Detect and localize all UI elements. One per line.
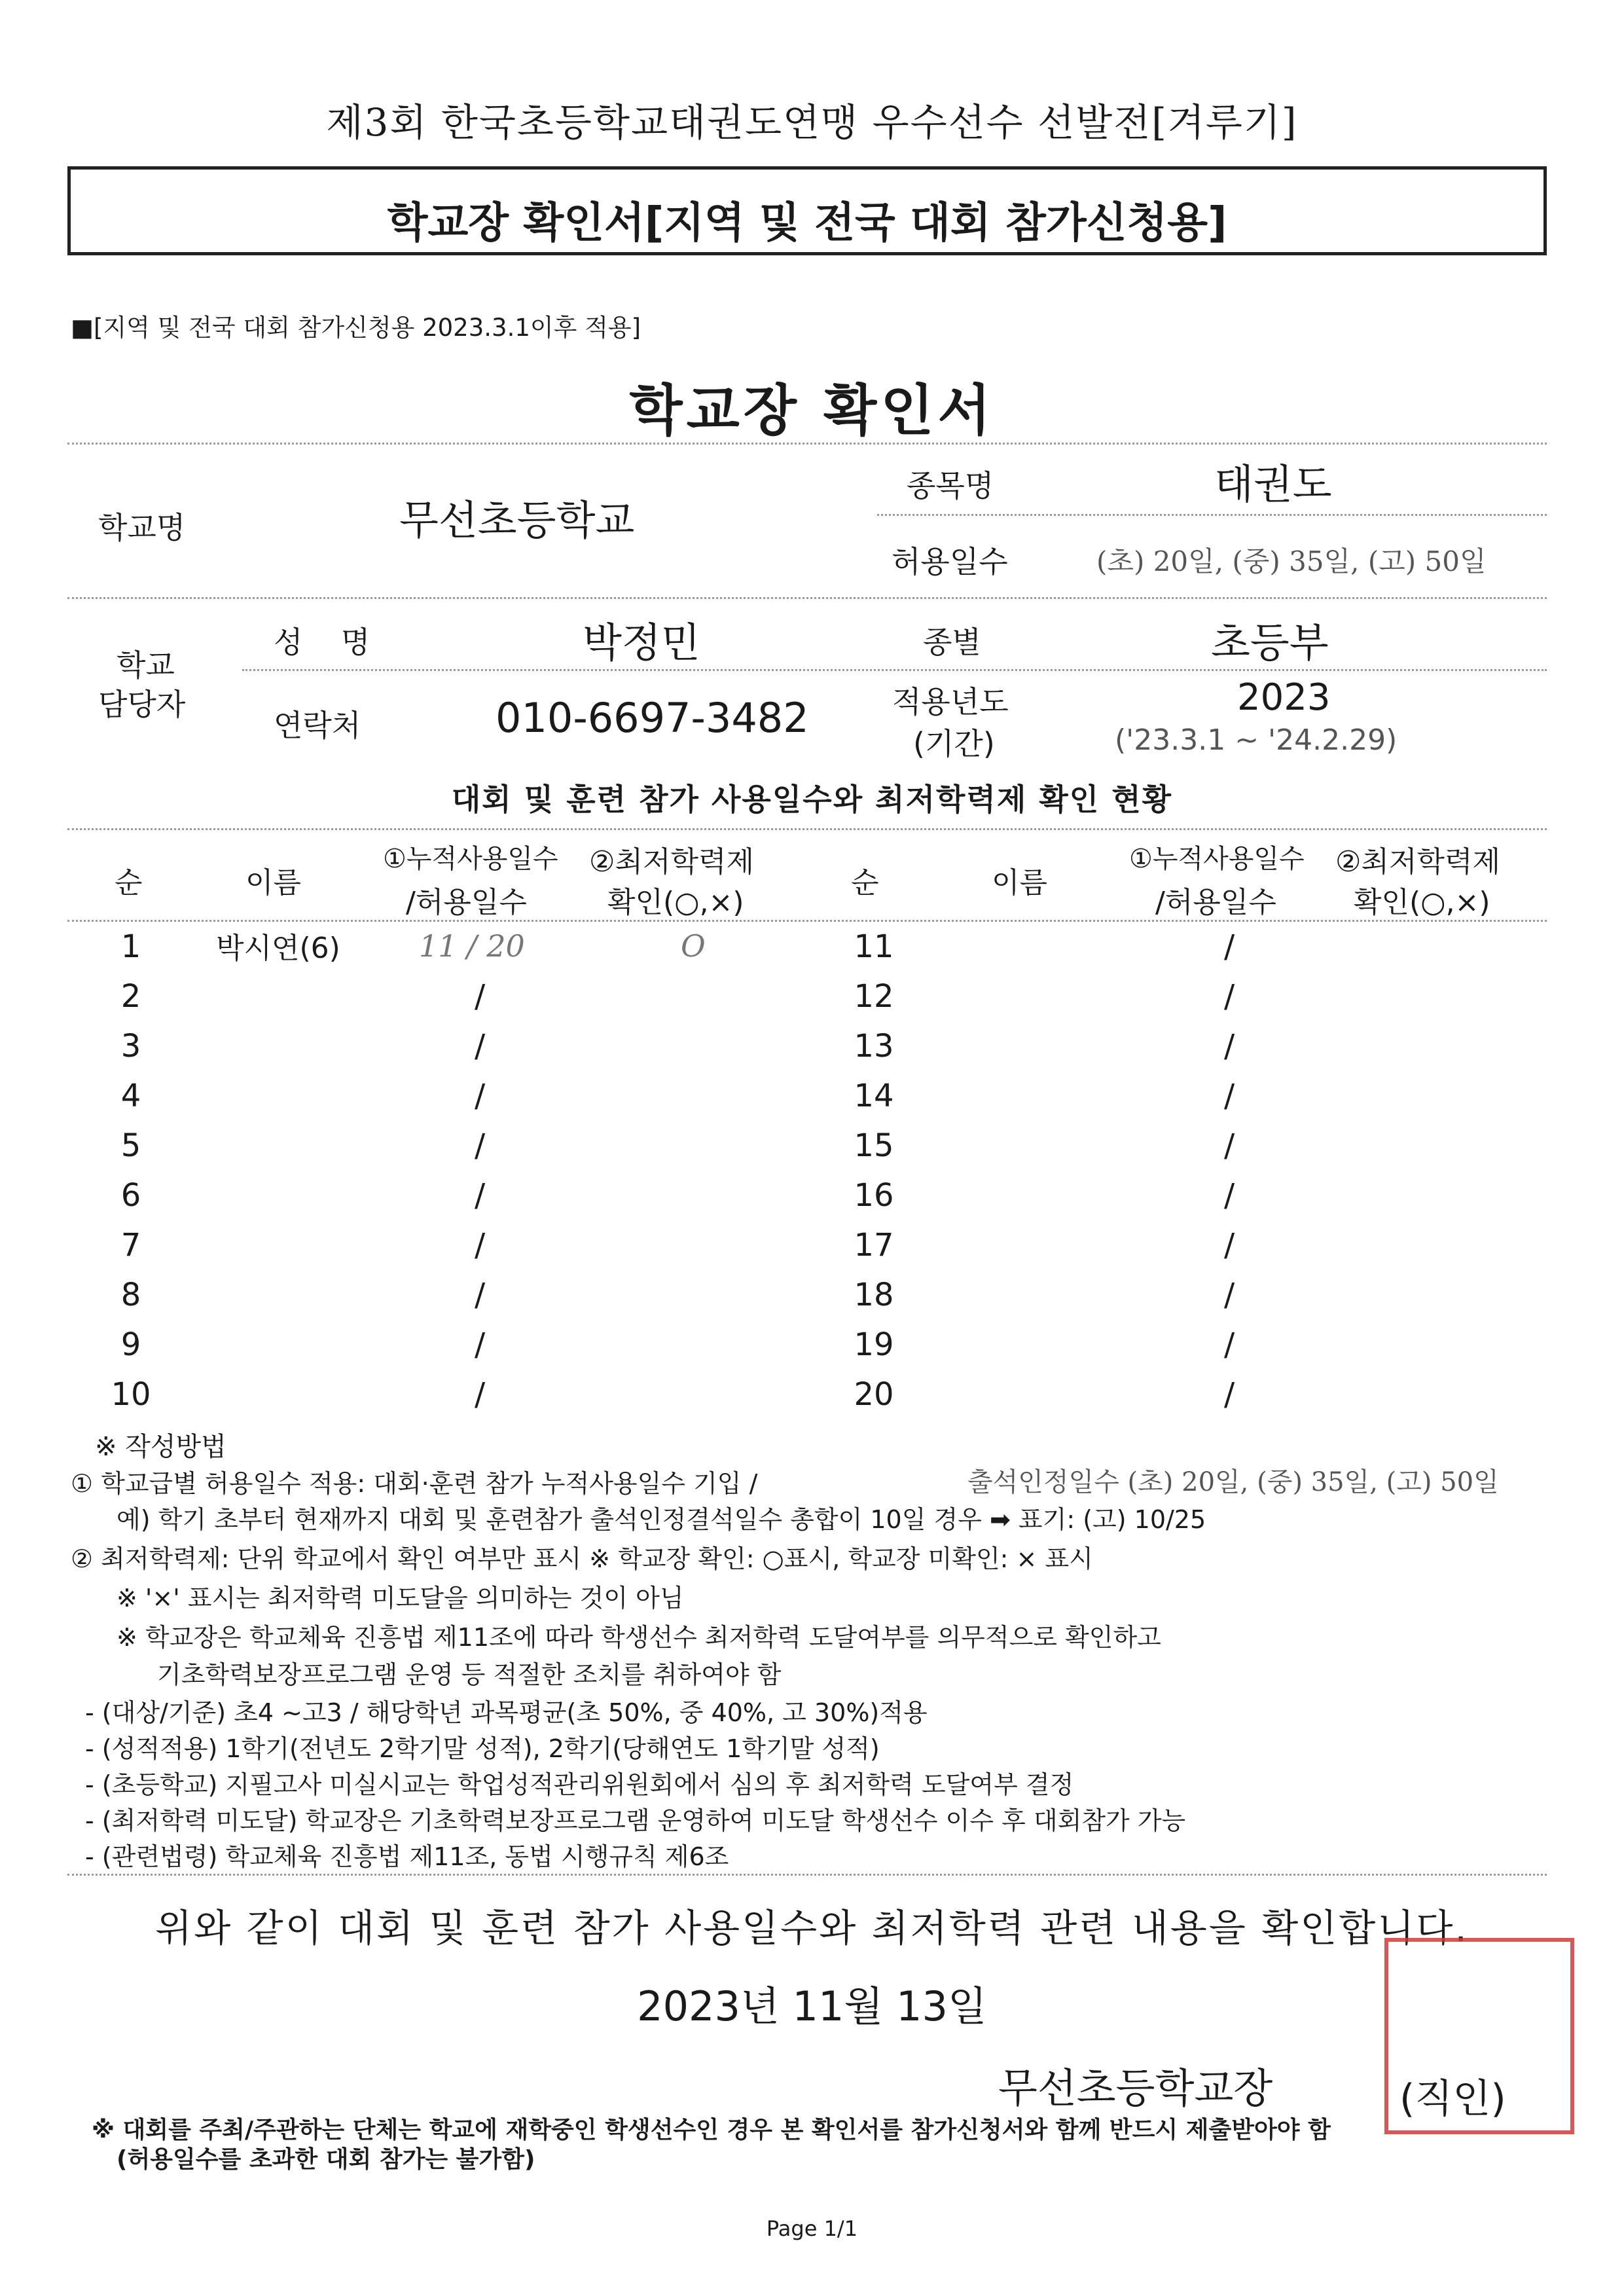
footer-note-2: (허용일수를 초과한 대회 참가는 불가함) [117,2146,535,2173]
row-no: 9 [120,1326,141,1363]
apply-note: ■[지역 및 전국 대회 참가신청용 2023.3.1이후 적용] [71,314,641,342]
row-slash: / [475,1326,486,1363]
row-slash: / [475,1177,486,1214]
page-number: Page 1/1 [766,2216,858,2241]
row-no: 5 [120,1127,141,1164]
row-slash: / [1224,1028,1235,1065]
row-no: 10 [111,1376,151,1413]
row-slash: / [475,1277,486,1313]
col-days-right-2: /허용일수 [1155,886,1276,919]
sport-value: 태권도 [1214,460,1332,508]
notes-heading: ※ 작성방법 [95,1432,226,1462]
col-check-right-2: 확인(○,×) [1354,886,1490,919]
row-no: 4 [120,1078,141,1114]
note-1c: 예) 학기 초부터 현재까지 대회 및 훈련참가 출석인정결석일수 총합이 10일 경우 ➡ 표기: (고) 10/25 [117,1505,1206,1534]
row-no: 11 [854,928,894,965]
row-slash: / [1224,1078,1235,1114]
divider [877,514,1547,516]
note-3: ※ '×' 표시는 최저학력 미도달을 의미하는 것이 아님 [117,1584,684,1613]
col-no-right: 순 [851,866,879,900]
year-label-1: 적용년도 [892,684,1009,720]
school-label: 학교명 [98,510,186,545]
divider [67,443,1547,445]
row-slash: / [1224,1127,1235,1164]
note-detail-5: - (관련법령) 학교체육 진흥법 제11조, 동법 시행규칙 제6조 [85,1842,729,1871]
form-title: 학교장 확인서 [629,378,995,443]
seal-label: (직인) [1399,2076,1506,2122]
row-slash: / [1224,928,1235,965]
confirm-text: 위와 같이 대회 및 훈련 참가 사용일수와 최저학력 관련 내용을 확인합니다. [155,1906,1469,1950]
principal-name: 무선초등학교장 [998,2064,1273,2112]
note-4a: ※ 학교장은 학교체육 진흥법 제11조에 따라 학생선수 최저학력 도달여부를 의무적으로 확인하고 [117,1623,1161,1652]
row-slash: / [475,1227,486,1264]
row-name: 박시연(6) [216,932,340,965]
row-slash: / [1224,1177,1235,1214]
year-label-2: (기간) [913,726,995,761]
note-1b: 출석인정일수 (초) 20일, (중) 35일, (고) 50일 [967,1467,1499,1497]
row-slash: / [1224,1326,1235,1363]
col-check-left-2: 확인(○,×) [607,886,744,919]
year-value: 2023 [1237,676,1331,719]
note-detail-2: - (성적적용) 1학기(전년도 2학기말 성적), 2학기(당해연도 1학기말 성적) [85,1734,880,1763]
phone-label: 연락처 [274,708,361,743]
footer-note: ※ 대회를 주최/주관하는 단체는 학교에 재학중인 학생선수인 경우 본 확인서를 참가신청서와 함께 반드시 제출받아야 함 [92,2117,1331,2143]
school-value: 무선초등학교 [399,496,635,544]
row-days: 11 / 20 [419,928,525,964]
note-2: ② 최저학력제: 단위 학교에서 확인 여부만 표시 ※ 학교장 확인: ○표시, 학교장 미확인: × 표시 [71,1544,1093,1573]
note-detail-3: - (초등학교) 지필고사 미실시교는 학업성적관리위원회에서 심의 후 최저학력 도달여부 결정 [85,1770,1074,1799]
contact-person-label-2: 담당자 [98,687,186,722]
divider [67,920,1547,922]
contact-person-label-1: 학교 [117,647,175,683]
col-check-right-1: ②최저학력제 [1335,845,1500,879]
divider [67,1874,1547,1876]
divider [67,597,1547,599]
row-no: 2 [120,978,141,1015]
row-no: 20 [854,1376,894,1413]
note-4b: 기초학력보장프로그램 운영 등 적절한 조치를 취하여야 함 [157,1660,782,1689]
note-detail-1: - (대상/기준) 초4 ~고3 / 해당학년 과목평균(초 50%, 중 40%, 고 30%)적용 [85,1698,928,1727]
col-days-left-1: ①누적사용일수 [383,844,558,874]
col-no-left: 순 [115,866,143,900]
row-no: 18 [854,1277,894,1313]
col-days-left-2: /허용일수 [406,886,527,919]
name-label: 성 명 [274,625,370,660]
allowed-days-label: 허용일수 [892,544,1008,579]
row-no: 8 [120,1277,141,1313]
row-slash: / [475,1376,486,1413]
row-no: 1 [120,928,141,965]
row-slash: / [1224,1376,1235,1413]
col-name-right: 이름 [992,866,1048,900]
phone-value: 010-6697-3482 [496,694,809,742]
col-check-left-1: ②최저학력제 [589,845,754,879]
date-text: 2023년 11월 13일 [637,1982,987,2030]
row-no: 17 [854,1227,894,1264]
row-slash: / [475,1028,486,1065]
row-no: 19 [854,1326,894,1363]
divider [242,669,1547,671]
row-slash: / [475,1078,486,1114]
col-days-right-1: ①누적사용일수 [1129,844,1305,874]
box-title: 학교장 확인서[지역 및 전국 대회 참가신청용] [387,199,1227,247]
row-no: 13 [854,1028,894,1065]
col-name-left: 이름 [245,866,302,900]
row-no: 6 [120,1177,141,1214]
divider [67,828,1547,830]
period-value: ('23.3.1 ~ '24.2.29) [1115,723,1398,757]
table-title: 대회 및 훈련 참가 사용일수와 최저학력제 확인 현황 [451,782,1173,817]
row-no: 3 [120,1028,141,1065]
row-no: 15 [854,1127,894,1164]
category-value: 초등부 [1211,619,1329,666]
title-box [67,166,1547,255]
category-label: 종별 [923,625,981,660]
row-no: 12 [854,978,894,1015]
row-slash: / [475,978,486,1015]
sport-label: 종목명 [907,468,994,503]
row-slash: / [1224,1227,1235,1264]
allowed-days-value: (초) 20일, (중) 35일, (고) 50일 [1096,545,1487,577]
event-title: 제3회 한국초등학교태권도연맹 우수선수 선발전[겨루기] [326,100,1298,145]
row-slash: / [1224,978,1235,1015]
note-detail-4: - (최저학력 미도달) 학교장은 기초학력보장프로그램 운영하여 미도달 학생선수 이수 후 대회참가 가능 [85,1806,1186,1835]
name-value: 박정민 [583,619,700,666]
note-1a: ① 학교급별 허용일수 적용: 대회·훈련 참가 누적사용일수 기입 / [71,1469,758,1498]
row-slash: / [1224,1277,1235,1313]
row-no: 7 [120,1227,141,1264]
row-check: O [681,928,706,964]
row-no: 16 [854,1177,894,1214]
row-slash: / [475,1127,486,1164]
row-no: 14 [854,1078,894,1114]
